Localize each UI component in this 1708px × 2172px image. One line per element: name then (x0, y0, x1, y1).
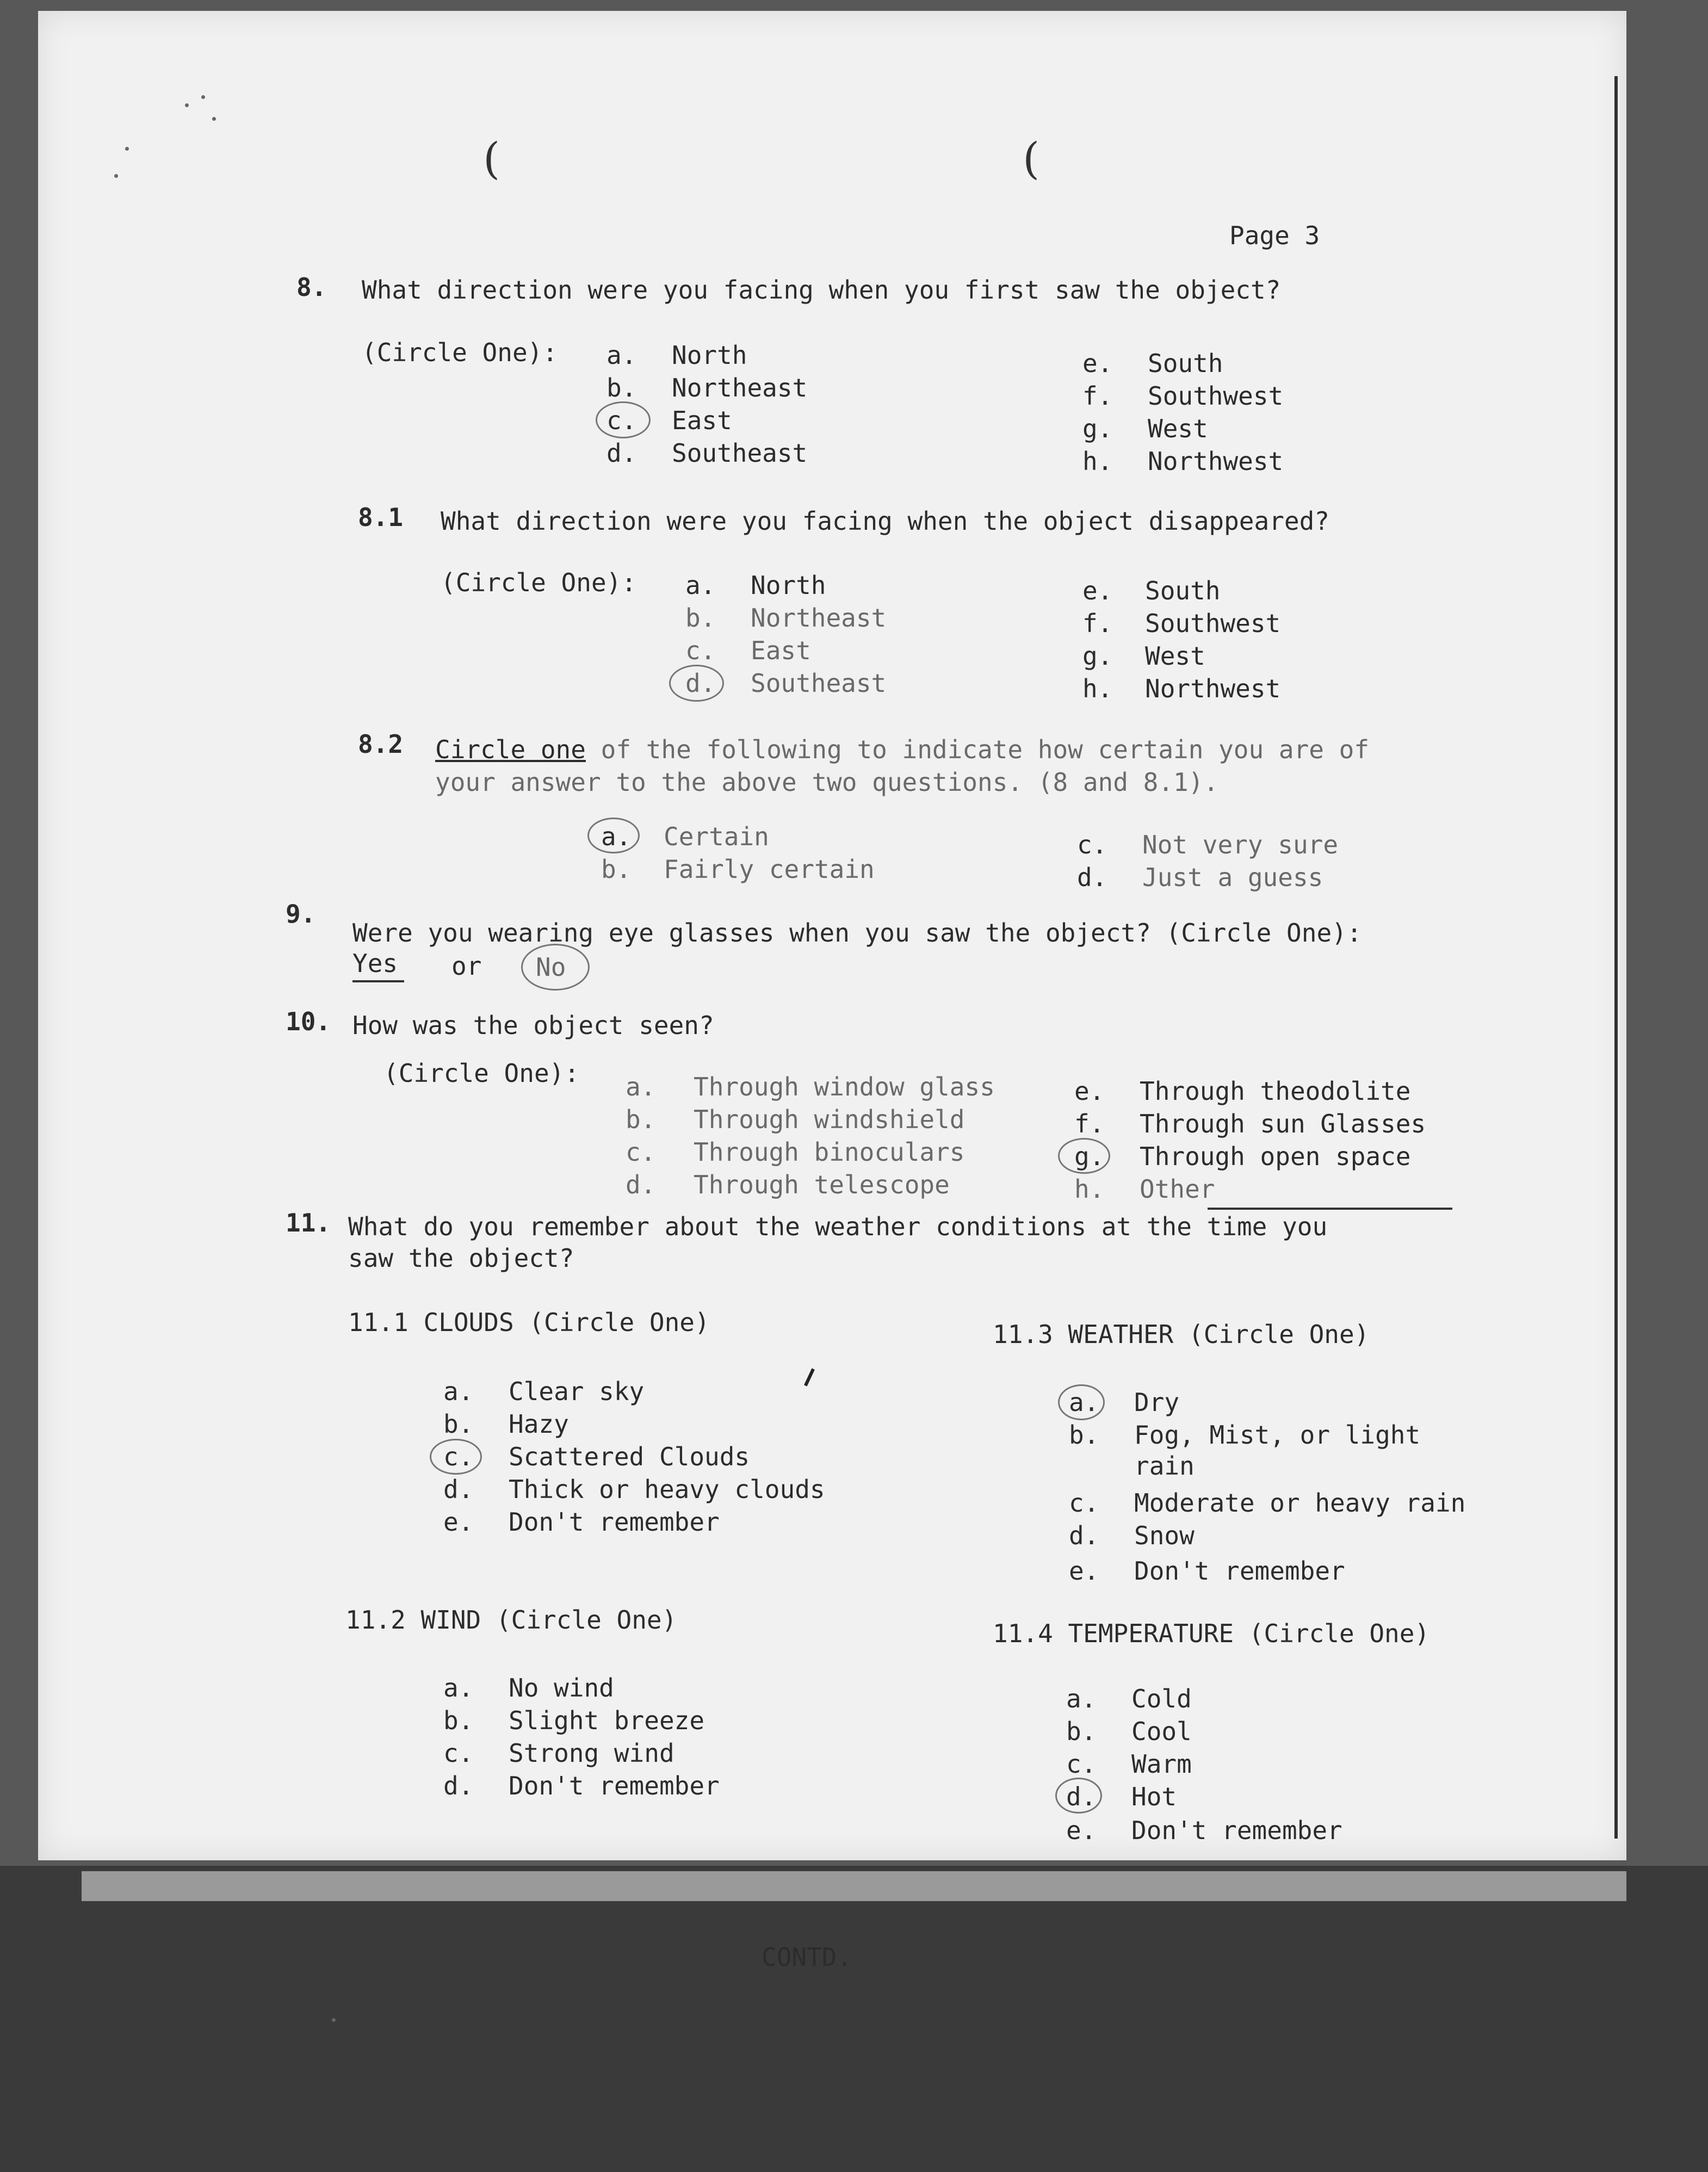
option-letter: d. (1069, 1521, 1099, 1550)
option-letter: e. (1082, 576, 1113, 605)
option-letter: b. (443, 1706, 474, 1735)
option-letter: a. (1066, 1684, 1097, 1713)
instruction: (Circle One): (362, 338, 558, 367)
question-number: 10. (286, 1007, 331, 1036)
option-text: rain (1134, 1451, 1195, 1481)
option-text: Northeast (672, 373, 808, 403)
option-text: No wind (509, 1673, 614, 1703)
option-text: Moderate or heavy rain (1134, 1488, 1466, 1518)
option-letter: b. (626, 1105, 656, 1134)
section-heading-weather: 11.3 WEATHER (Circle One) (993, 1320, 1370, 1349)
option-letter: c. (1066, 1749, 1097, 1779)
speck (125, 147, 129, 151)
option-text: Northwest (1148, 447, 1284, 476)
question-number: 9. (286, 899, 316, 929)
question-text: Were you wearing eye glasses when you saw the object? (Circle One): (352, 918, 1362, 948)
yes-underline (352, 980, 404, 982)
option-letter: b. (601, 855, 632, 884)
option-text: Through sun Glasses (1140, 1109, 1426, 1138)
question-text: What direction were you facing when the object disappeared? (441, 506, 1329, 536)
instruction: (Circle One): (383, 1059, 580, 1088)
question-text-rest: of the following to indicate how certain you are of (585, 735, 1370, 764)
speck (212, 117, 216, 121)
section-heading-clouds: 11.1 CLOUDS (Circle One) (348, 1308, 710, 1337)
option-text: West (1148, 414, 1208, 443)
question-text-line2: your answer to the above two questions. (8 and 8.1). (435, 768, 1219, 797)
option-text: Don't remember (1134, 1556, 1345, 1586)
option-text: Just a guess (1142, 863, 1323, 892)
instruction: (Circle One): (441, 568, 637, 597)
option-text: South (1145, 576, 1221, 605)
option-letter: b. (443, 1409, 474, 1439)
option-letter: c. (626, 1137, 656, 1167)
option-text: Through windshield (694, 1105, 965, 1134)
option-letter: f. (1074, 1109, 1105, 1138)
option-letter: h. (1074, 1174, 1105, 1204)
option-text: Fog, Mist, or light (1134, 1420, 1421, 1450)
option-text: East (672, 406, 732, 435)
question-number: 8.2 (358, 729, 404, 759)
option-text: Slight breeze (509, 1706, 705, 1735)
option-text: Other (1140, 1174, 1215, 1204)
option-letter: f. (1082, 609, 1113, 638)
speck (185, 103, 189, 107)
option-text: Snow (1134, 1521, 1195, 1550)
scan-bottom-border (0, 1866, 1708, 2172)
question-text-line2: saw the object? (348, 1243, 574, 1273)
option-letter: b. (607, 373, 637, 403)
option-letter: d. (1077, 863, 1107, 892)
answer-yes: Yes (352, 949, 398, 978)
continued-footer: CONTD. (762, 1942, 852, 1972)
option-text: Don't remember (509, 1771, 720, 1800)
option-text: Strong wind (509, 1738, 674, 1768)
option-text: Don't remember (1131, 1816, 1342, 1845)
binder-hole-mark: ( (1023, 133, 1040, 184)
option-letter: a. (1069, 1388, 1099, 1417)
question-number: 11. (286, 1208, 331, 1237)
option-letter: b. (1066, 1717, 1097, 1746)
option-text: Fairly certain (664, 855, 875, 884)
option-letter: b. (685, 603, 716, 633)
option-text: Certain (664, 822, 769, 851)
option-letter: a. (685, 571, 716, 600)
option-letter: a. (607, 341, 637, 370)
option-letter: e. (1082, 349, 1113, 378)
option-text: Cool (1131, 1717, 1192, 1746)
option-text: Dry (1134, 1388, 1180, 1417)
option-text: Not very sure (1142, 830, 1339, 859)
speck (201, 95, 205, 99)
option-text: Don't remember (509, 1507, 720, 1537)
option-letter: h. (1082, 447, 1113, 476)
option-letter: a. (626, 1072, 656, 1102)
answer-or: or (451, 951, 482, 981)
option-letter: e. (1066, 1816, 1097, 1845)
option-letter: h. (1082, 674, 1113, 703)
option-text: Through theodolite (1140, 1076, 1411, 1106)
option-letter: d. (685, 669, 716, 698)
option-text: Through window glass (694, 1072, 995, 1102)
option-letter: d. (443, 1475, 474, 1504)
option-text: Southeast (751, 669, 887, 698)
option-text: Warm (1131, 1749, 1192, 1779)
question-text: How was the object seen? (352, 1011, 714, 1040)
option-letter: a. (443, 1673, 474, 1703)
option-letter: c. (685, 636, 716, 665)
scan-bottom-band (82, 1871, 1626, 1901)
question-number: 8.1 (358, 503, 404, 532)
option-letter: d. (607, 438, 637, 468)
option-letter: e. (1069, 1556, 1099, 1586)
option-text: Southwest (1145, 609, 1281, 638)
option-text: Hazy (509, 1409, 569, 1439)
option-letter: d. (443, 1771, 474, 1800)
option-letter: b. (1069, 1420, 1099, 1450)
binder-hole-mark: ( (483, 133, 500, 184)
option-letter: e. (443, 1507, 474, 1537)
option-text: West (1145, 641, 1205, 671)
option-letter: e. (1074, 1076, 1105, 1106)
option-letter: a. (443, 1377, 474, 1406)
answer-no: No (536, 952, 566, 982)
option-text: Through telescope (694, 1170, 950, 1199)
question-text-line1 (435, 737, 1369, 762)
option-text: Southwest (1148, 381, 1284, 411)
option-text: Through open space (1140, 1142, 1411, 1171)
circle-one-underlined: Circle one (435, 735, 586, 764)
question-text: What direction were you facing when you first saw the object? (362, 275, 1281, 305)
section-heading-temperature: 11.4 TEMPERATURE (Circle One) (993, 1619, 1430, 1648)
option-letter: g. (1082, 641, 1113, 671)
option-text: Thick or heavy clouds (509, 1475, 825, 1504)
speck (332, 2018, 336, 2022)
option-letter: f. (1082, 381, 1113, 411)
other-blank-line (1208, 1208, 1452, 1210)
option-text: Cold (1131, 1684, 1192, 1713)
option-text: Through binoculars (694, 1137, 965, 1167)
option-letter: g. (1074, 1142, 1105, 1171)
option-text: Northwest (1145, 674, 1281, 703)
option-letter: c. (1077, 830, 1107, 859)
option-text: Southeast (672, 438, 808, 468)
option-text: Hot (1131, 1782, 1177, 1811)
option-letter: c. (607, 406, 637, 435)
option-text: East (751, 636, 811, 665)
option-letter: d. (1066, 1782, 1097, 1811)
option-letter: a. (601, 822, 632, 851)
option-letter: g. (1082, 414, 1113, 443)
page-edge-line (1614, 76, 1618, 1839)
option-letter: c. (443, 1738, 474, 1768)
question-number: 8. (296, 273, 327, 302)
option-text: Northeast (751, 603, 887, 633)
question-text-line1: What do you remember about the weather conditions at the time you (348, 1212, 1328, 1241)
option-letter: c. (443, 1442, 474, 1471)
option-letter: c. (1069, 1488, 1099, 1518)
section-heading-wind: 11.2 WIND (Circle One) (345, 1605, 677, 1635)
speck (114, 174, 118, 178)
page-number: Page 3 (1229, 221, 1320, 250)
option-text: North (672, 341, 747, 370)
option-text: South (1148, 349, 1223, 378)
option-letter: d. (626, 1170, 656, 1199)
option-text: Scattered Clouds (509, 1442, 750, 1471)
option-text: North (751, 571, 826, 600)
option-text: Clear sky (509, 1377, 645, 1406)
